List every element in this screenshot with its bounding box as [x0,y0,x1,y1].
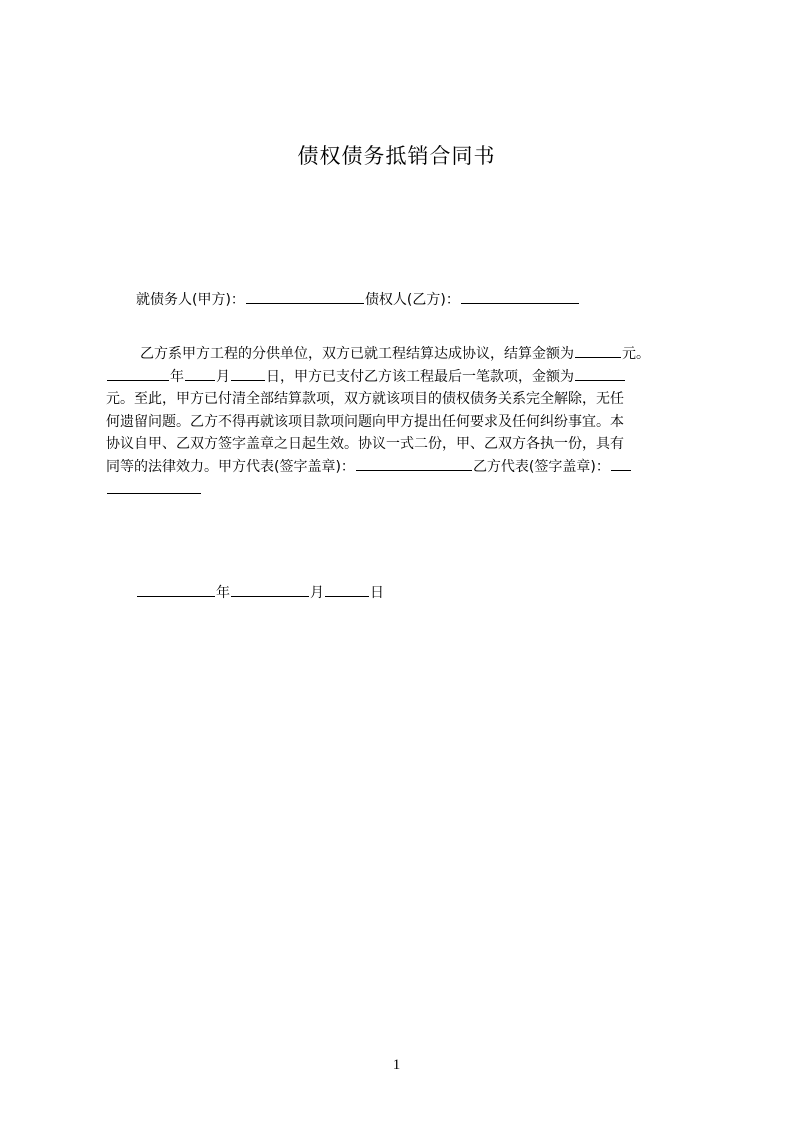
month-label: 月 [216,368,230,385]
day-blank [231,366,265,381]
party-b-rep-label: 乙方代表(签字盖章)： [472,458,610,475]
signing-year-label: 年 [216,585,230,601]
signing-month-label: 月 [310,585,324,601]
signing-day-label: 日 [370,585,384,601]
signing-day-blank [325,582,369,597]
body-line-2 [106,366,696,389]
agreement-body [106,343,696,501]
party-a-rep-blank [356,456,472,471]
body-line-1 [106,343,696,366]
document-title: 债权债务抵销合同书 [297,144,496,168]
body-text-segment: 元。 [622,346,650,362]
parties-line [136,289,580,311]
party-a-rep-label: 同等的法律效力。甲方代表(签字盖章)： [106,458,355,475]
body-text-segment: 日，甲方已支付乙方该工程最后一笔款项，金额为 [266,368,574,385]
settlement-amount-blank [575,343,621,358]
month-blank [185,366,215,381]
signing-year-blank [137,582,215,597]
creditor-blank [461,289,579,304]
payment-amount-blank [575,366,625,381]
signing-date-line [136,582,384,604]
body-text-segment: 乙方系甲方工程的分供单位，双方已就工程结算达成协议，结算金额为 [140,346,574,362]
party-b-rep-blank-start [611,456,631,471]
debtor-blank [246,289,364,304]
body-line-6 [106,456,696,479]
party-b-rep-blank-end [107,479,201,494]
body-line-5: 协议自甲、乙双方签字盖章之日起生效。协议一式二份，甲、乙双方各执一份，具有 [106,436,624,453]
year-blank [107,366,169,381]
year-label: 年 [170,368,184,385]
creditor-label: 债权人(乙方)： [364,292,460,308]
signing-month-blank [231,582,309,597]
body-line-4: 何遗留问题。乙方不得再就该项目款项问题向甲方提出任何要求及任何纠纷事宜。本 [106,413,624,430]
body-line-3: 元。至此，甲方已付清全部结算款项，双方就该项目的债权债务关系完全解除，无任 [106,391,624,408]
debtor-label: 就债务人(甲方)： [136,292,245,308]
body-line-7 [106,479,696,502]
page-number: 1 [392,1057,401,1073]
